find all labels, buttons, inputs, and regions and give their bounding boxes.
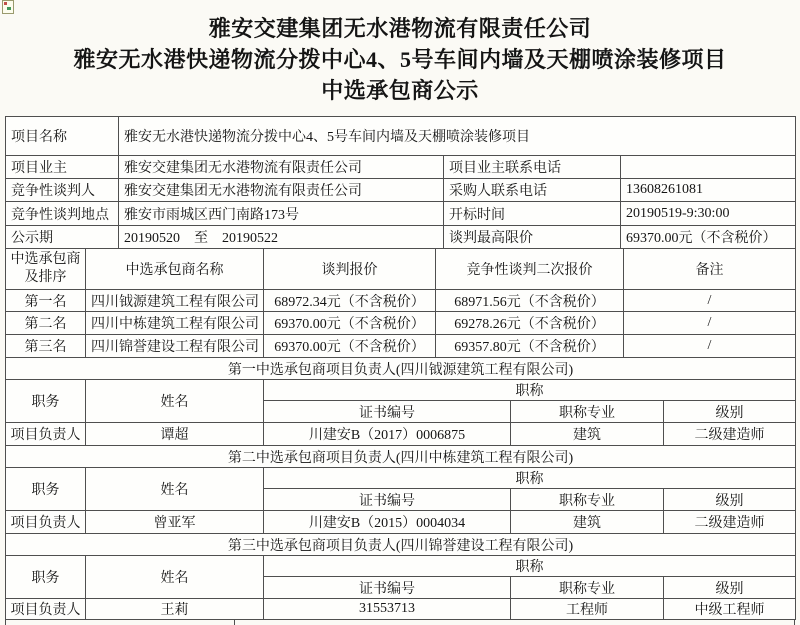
project-name-label: 项目名称 [6, 117, 119, 156]
bidder-1-name: 四川钺源建筑工程有限公司 [86, 290, 264, 312]
section-title-row [6, 358, 796, 380]
bidder-2-price: 69370.00元（不含税价） [264, 312, 436, 335]
section-1-title: 第一中选承包商项目负责人(四川钺源建筑工程有限公司) [6, 358, 796, 380]
negotiator-value: 雅安交建集团无水港物流有限责任公司 [119, 179, 444, 202]
bidder-1-price: 68972.34元（不含税价） [264, 290, 436, 312]
broken-image-icon [2, 0, 14, 14]
bidder-1-remark: / [624, 290, 796, 312]
manager-section-3 [5, 533, 796, 620]
table-row [6, 423, 796, 446]
rank-header-line1: 中选承包商 [10, 252, 81, 267]
bidder-2-second-price: 69278.26元（不含税价） [436, 312, 624, 335]
bidder-3-remark: / [624, 335, 796, 358]
manager-3-major: 工程师 [511, 599, 664, 620]
table-row [6, 290, 796, 312]
table-row [6, 202, 796, 226]
table-row [6, 179, 796, 202]
table-row [6, 312, 796, 335]
title-line-notice: 中选承包商公示 [321, 78, 479, 103]
bidder-3-second-price: 69357.80元（不含税价） [436, 335, 624, 358]
section-title-row [6, 534, 796, 556]
owner-label: 项目业主 [6, 156, 119, 179]
rank-header [6, 249, 86, 290]
manager-section-2 [5, 445, 796, 534]
cert-header: 证书编号 [264, 577, 511, 599]
publicity-period-label: 公示期 [6, 226, 119, 249]
remark-header: 备注 [624, 249, 796, 290]
manager-1-cert: 川建安B（2017）0006875 [264, 423, 511, 446]
price-header: 谈判报价 [264, 249, 436, 290]
manager-3-name: 王莉 [86, 599, 264, 620]
table-header-row [6, 468, 796, 489]
location-label: 竞争性谈判地点 [6, 202, 119, 226]
project-name-value: 雅安无水港快递物流分拨中心4、5号车间内墙及天棚喷涂装修项目 [119, 117, 796, 156]
manager-1-major: 建筑 [511, 423, 664, 446]
manager-3-cert: 31553713 [264, 599, 511, 620]
second-price-header: 竞争性谈判二次报价 [436, 249, 624, 290]
level-header: 级别 [664, 489, 796, 511]
duty-header: 职务 [6, 556, 86, 599]
owner-value: 雅安交建集团无水港物流有限责任公司 [119, 156, 444, 179]
manager-1-level: 二级建造师 [664, 423, 796, 446]
open-time-label: 开标时间 [444, 202, 621, 226]
owner-phone-value [621, 156, 796, 179]
manager-2-duty: 项目负责人 [6, 511, 86, 534]
bidders-table [5, 248, 796, 358]
bidder-1-second-price: 68971.56元（不含税价） [436, 290, 624, 312]
table-row [6, 511, 796, 534]
title-group-header: 职称 [264, 380, 796, 401]
bidder-2-name: 四川中栋建筑工程有限公司 [86, 312, 264, 335]
title-line-project: 雅安无水港快递物流分拨中心4、5号车间内墙及天棚喷涂装修项目 [73, 47, 727, 72]
duty-header: 职务 [6, 380, 86, 423]
max-price-value: 69370.00元（不含税价） [621, 226, 796, 249]
cert-header: 证书编号 [264, 401, 511, 423]
owner-phone-label: 项目业主联系电话 [444, 156, 621, 179]
table-row [6, 335, 796, 358]
table-row [6, 599, 796, 620]
bidder-3-price: 69370.00元（不含税价） [264, 335, 436, 358]
name-header: 姓名 [86, 556, 264, 599]
major-header: 职称专业 [511, 577, 664, 599]
manager-section-1 [5, 357, 796, 446]
open-time-value: 20190519-9:30:00 [621, 202, 796, 226]
manager-3-level: 中级工程师 [664, 599, 796, 620]
partial-next-row [5, 620, 795, 625]
table-header-row [6, 249, 796, 290]
major-header: 职称专业 [511, 489, 664, 511]
major-header: 职称专业 [511, 401, 664, 423]
manager-1-duty: 项目负责人 [6, 423, 86, 446]
rank-3: 第三名 [6, 335, 86, 358]
title-line-company: 雅安交建集团无水港物流有限责任公司 [208, 16, 592, 41]
section-2-title: 第二中选承包商项目负责人(四川中栋建筑工程有限公司) [6, 446, 796, 468]
partial-row-divider [234, 620, 235, 625]
publicity-period-value: 20190520 至 20190522 [119, 226, 444, 249]
purchaser-phone-label: 采购人联系电话 [444, 179, 621, 202]
section-title-row [6, 446, 796, 468]
manager-3-duty: 项目负责人 [6, 599, 86, 620]
purchaser-phone-value: 13608261081 [621, 179, 796, 202]
name-header: 姓名 [86, 468, 264, 511]
manager-1-name: 谭超 [86, 423, 264, 446]
max-price-label: 谈判最高限价 [444, 226, 621, 249]
location-value: 雅安市雨城区西门南路173号 [119, 202, 444, 226]
manager-2-name: 曾亚军 [86, 511, 264, 534]
project-info-table [5, 116, 796, 249]
bidder-3-name: 四川锦誉建设工程有限公司 [86, 335, 264, 358]
cert-header: 证书编号 [264, 489, 511, 511]
bidder-2-remark: / [624, 312, 796, 335]
notice-table [5, 116, 795, 625]
section-3-title: 第三中选承包商项目负责人(四川锦誉建设工程有限公司) [6, 534, 796, 556]
duty-header: 职务 [6, 468, 86, 511]
rank-2: 第二名 [6, 312, 86, 335]
level-header: 级别 [664, 401, 796, 423]
table-row [6, 156, 796, 179]
rank-1: 第一名 [6, 290, 86, 312]
manager-2-cert: 川建安B（2015）0004034 [264, 511, 511, 534]
table-header-row [6, 380, 796, 401]
negotiator-label: 竞争性谈判人 [6, 179, 119, 202]
title-group-header: 职称 [264, 556, 796, 577]
table-row [6, 226, 796, 249]
table-header-row [6, 556, 796, 577]
bidder-name-header: 中选承包商名称 [86, 249, 264, 290]
rank-header-line2: 及排序 [24, 270, 67, 285]
level-header: 级别 [664, 577, 796, 599]
title-group-header: 职称 [264, 468, 796, 489]
table-row [6, 117, 796, 156]
manager-2-level: 二级建造师 [664, 511, 796, 534]
document-title [0, 0, 800, 106]
manager-2-major: 建筑 [511, 511, 664, 534]
name-header: 姓名 [86, 380, 264, 423]
